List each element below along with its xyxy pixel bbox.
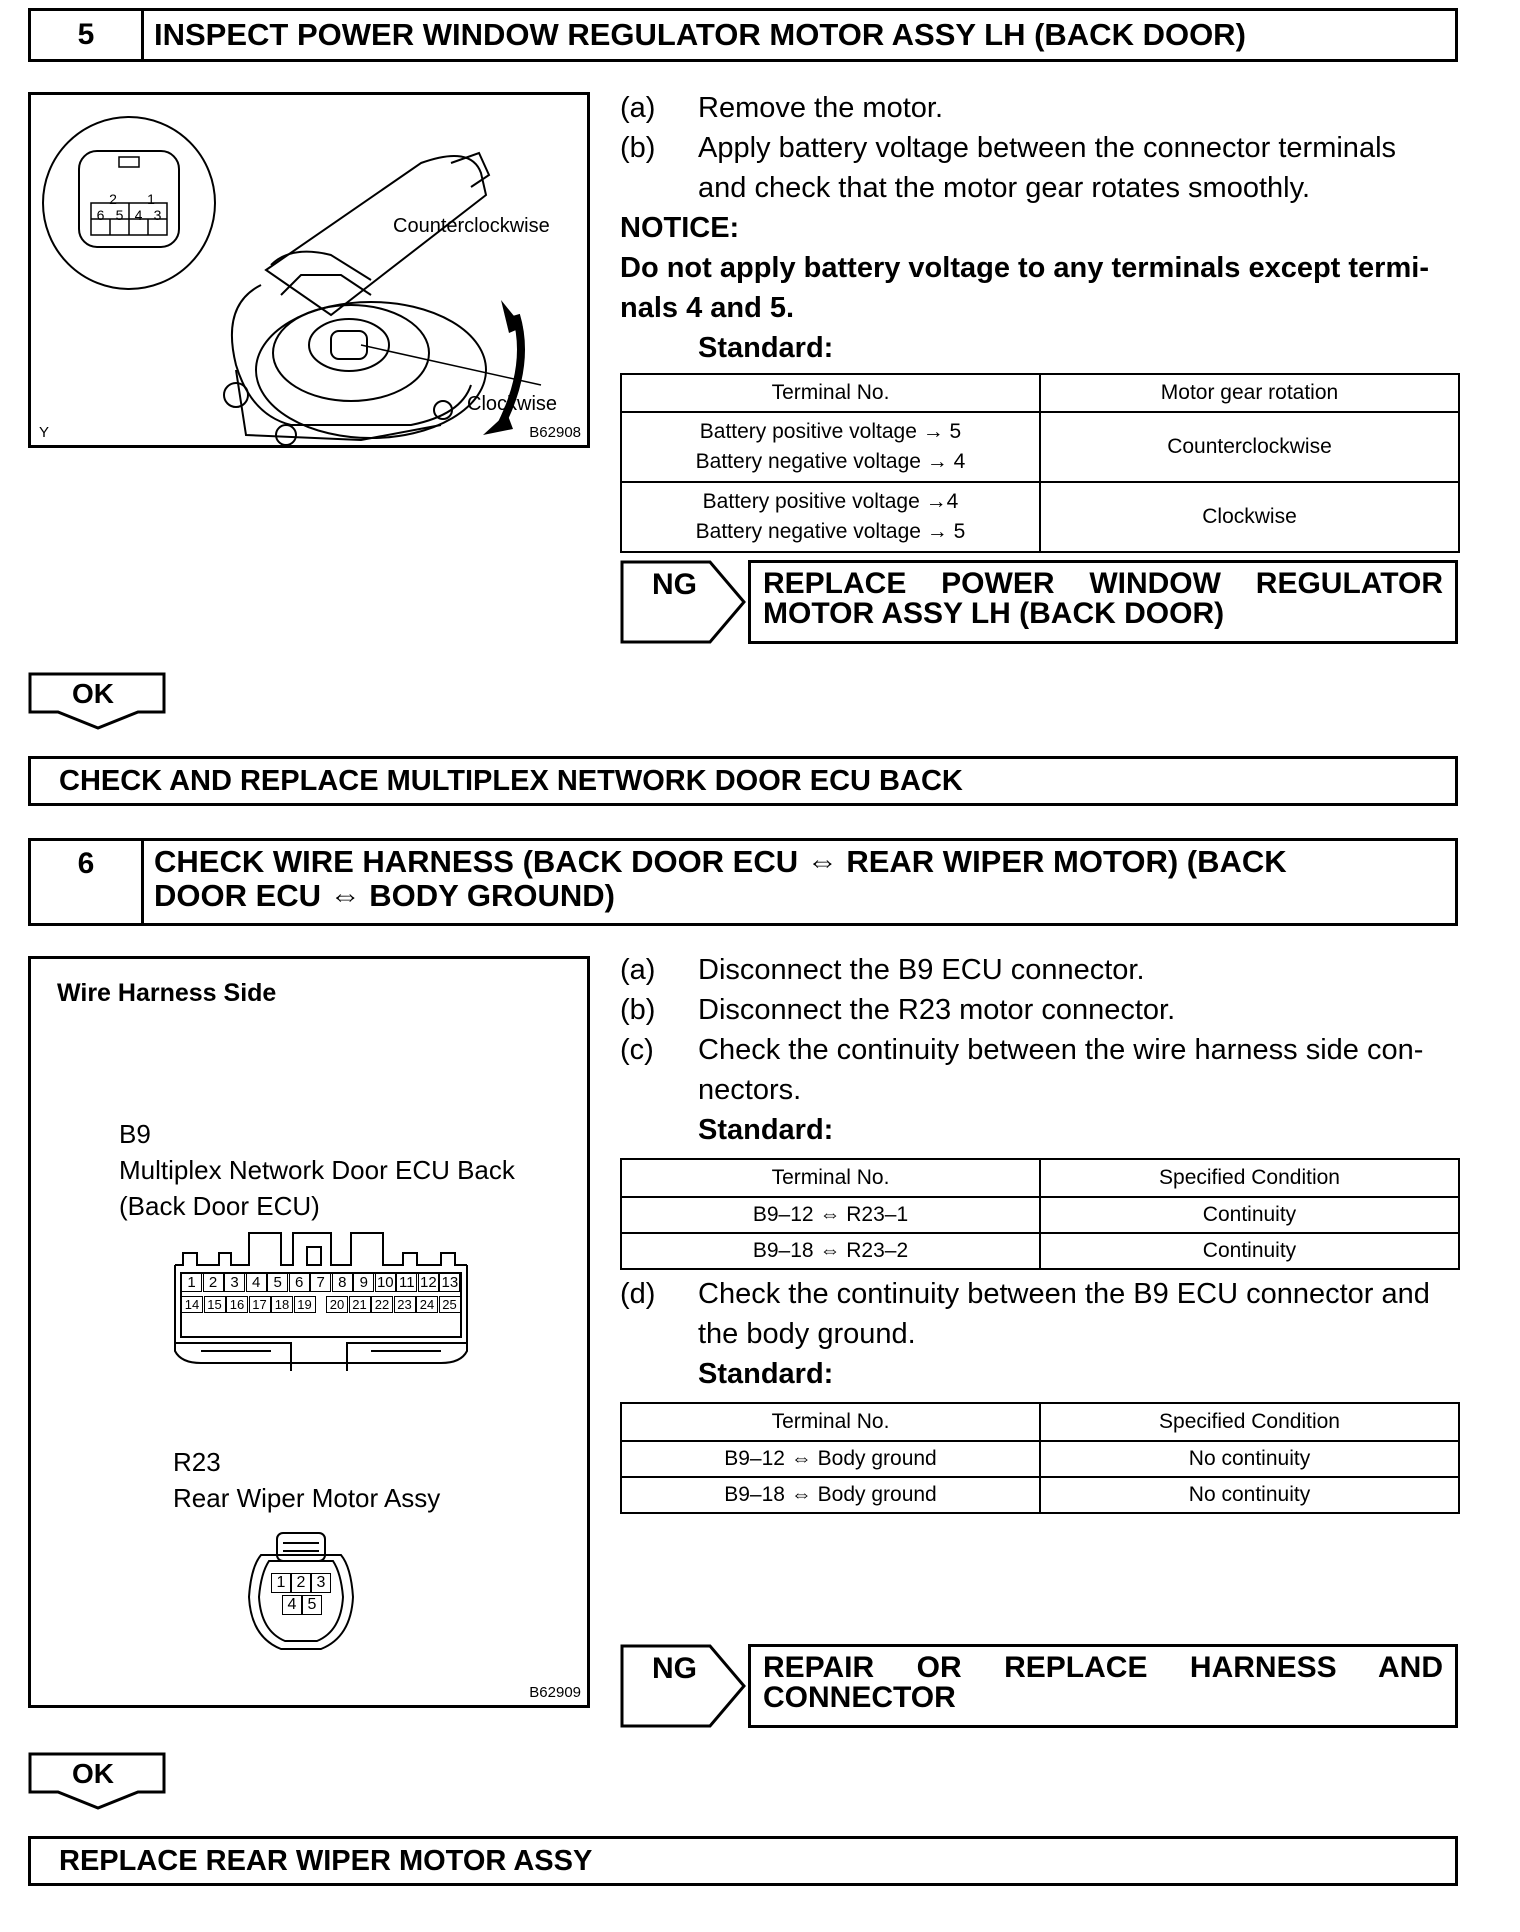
standard-label: Standard:	[698, 332, 834, 364]
table-header: Specified Condition	[1040, 1159, 1459, 1197]
ng-result: REPLACE POWER WINDOW REGULATOR MOTOR ASSY LH (BACK DOOR)	[748, 560, 1458, 644]
step5-a: (a) Remove the motor.	[620, 92, 943, 124]
pin-1: 1	[147, 191, 155, 207]
r23-pin: 5	[302, 1595, 322, 1615]
step6-number: 6	[31, 841, 144, 923]
b9-pin: 7	[310, 1273, 331, 1292]
b9-pin: 5	[267, 1273, 288, 1292]
step6-b: (b) Disconnect the R23 motor connector.	[620, 994, 1176, 1026]
notice-line-1: Do not apply battery voltage to any terminals except termi-	[620, 252, 1429, 284]
b9-pin: 3	[224, 1273, 245, 1292]
r23-pin-grid	[271, 1573, 331, 1615]
continuity-table	[620, 1158, 1460, 1270]
table-row: B9–18 ⇔ Body ground No continuity	[621, 1477, 1459, 1513]
ng-label: NG	[652, 1652, 697, 1685]
table-row: B9–18 ⇔ R23–2 Continuity	[621, 1233, 1459, 1269]
r23-pin: 1	[271, 1573, 291, 1593]
standard-label: Standard:	[698, 1114, 834, 1146]
b9-pin: 23	[394, 1296, 416, 1313]
figure-id: B62909	[529, 1684, 581, 1701]
pin-6: 6	[96, 207, 105, 223]
b9-pin: 12	[418, 1273, 439, 1292]
table-row: Battery positive voltage → 5 Battery negative voltage → 4 Counterclockwise	[621, 412, 1459, 482]
figure-id: B62908	[529, 424, 581, 441]
ok-label: OK	[72, 1758, 114, 1789]
ok-label: OK	[72, 678, 114, 709]
step6-d: (d) Check the continuity between the B9 ECU connector and	[620, 1278, 1430, 1310]
step6-c: (c) Check the continuity between the wire harness side con-	[620, 1034, 1424, 1066]
pin-3: 3	[153, 207, 162, 223]
b9-name: Multiplex Network Door ECU Back	[119, 1155, 515, 1185]
ground-table	[620, 1402, 1460, 1514]
table-row: B9–12 ⇔ R23–1 Continuity	[621, 1197, 1459, 1233]
b9-pin: 17	[249, 1296, 271, 1313]
b9-pin: 6	[289, 1273, 310, 1292]
b9-pin: 18	[271, 1296, 293, 1313]
b9-pin: 4	[246, 1273, 267, 1292]
step6-header	[28, 838, 1458, 926]
b9-pin: 25	[439, 1296, 461, 1313]
counterclockwise-label: Counterclockwise	[393, 215, 550, 237]
b9-sub: (Back Door ECU)	[119, 1191, 320, 1221]
b9-pin: 8	[332, 1273, 353, 1292]
table-header: Terminal No.	[621, 374, 1040, 412]
table-header: Terminal No.	[621, 1403, 1040, 1441]
step5-number: 5	[31, 11, 144, 59]
step5-b: (b) Apply battery voltage between the connector terminals	[620, 132, 1397, 164]
b9-pin: 2	[203, 1273, 224, 1292]
notice-label: NOTICE:	[620, 212, 740, 244]
ng-result: REPAIR OR REPLACE HARNESS AND CONNECTOR	[748, 1644, 1458, 1728]
b9-pin: 14	[181, 1296, 203, 1313]
clockwise-label: Clockwise	[467, 393, 558, 415]
b9-pin: 11	[396, 1273, 417, 1292]
pin-2: 2	[109, 191, 117, 207]
b9-pin-grid	[181, 1273, 461, 1313]
r23-code: R23	[173, 1447, 221, 1477]
ng-label: NG	[652, 568, 697, 601]
r23-pin: 4	[282, 1595, 302, 1615]
standard-label: Standard:	[698, 1358, 834, 1390]
table-header: Terminal No.	[621, 1159, 1040, 1197]
motor-figure	[28, 92, 590, 448]
action-box-wiper: REPLACE REAR WIPER MOTOR ASSY	[28, 1836, 1458, 1886]
step6-c-cont: nectors.	[698, 1074, 802, 1106]
rotation-table	[620, 373, 1460, 553]
step5-b-cont: and check that the motor gear rotates smoothly.	[698, 172, 1311, 204]
b9-pin: 22	[371, 1296, 393, 1313]
step5-title: INSPECT POWER WINDOW REGULATOR MOTOR ASSY LH (BACK DOOR)	[154, 17, 1246, 52]
b9-code: B9	[119, 1119, 151, 1149]
r23-pin: 2	[291, 1573, 311, 1593]
step5-header	[28, 8, 1458, 62]
table-header: Specified Condition	[1040, 1403, 1459, 1441]
b9-pin: 21	[349, 1296, 371, 1313]
b9-pin: 15	[204, 1296, 226, 1313]
r23-name: Rear Wiper Motor Assy	[173, 1483, 441, 1513]
notice-line-2: nals 4 and 5.	[620, 292, 795, 324]
b9-pin: 16	[226, 1296, 248, 1313]
b9-pin: 1	[181, 1273, 202, 1292]
figure-heading: Wire Harness Side	[57, 979, 277, 1007]
b9-pin: 9	[353, 1273, 374, 1292]
r23-pin: 3	[311, 1573, 331, 1593]
step6-a: (a) Disconnect the B9 ECU connector.	[620, 954, 1145, 986]
table-row: B9–12 ⇔ Body ground No continuity	[621, 1441, 1459, 1477]
figure-corner-tag: Y	[39, 424, 50, 441]
b9-pin: 13	[439, 1273, 460, 1292]
pin-5: 5	[115, 207, 124, 223]
step6-title: CHECK WIRE HARNESS (BACK DOOR ECU ⇔ REAR WIPER MOTOR) (BACK DOOR ECU ⇔ BODY GROUND)	[154, 844, 1287, 913]
b9-pin: 24	[416, 1296, 438, 1313]
action-box-ecu: CHECK AND REPLACE MULTIPLEX NETWORK DOOR ECU BACK	[28, 756, 1458, 806]
table-header: Motor gear rotation	[1040, 374, 1459, 412]
b9-pin: 19	[294, 1296, 316, 1313]
b9-pin: 10	[375, 1273, 396, 1292]
step6-d-cont: the body ground.	[698, 1318, 916, 1350]
b9-pin: 20	[326, 1296, 348, 1313]
wire-harness-figure	[28, 956, 590, 1708]
table-row: Battery positive voltage →4 Battery negative voltage → 5 Clockwise	[621, 482, 1459, 552]
pin-4: 4	[134, 207, 143, 223]
